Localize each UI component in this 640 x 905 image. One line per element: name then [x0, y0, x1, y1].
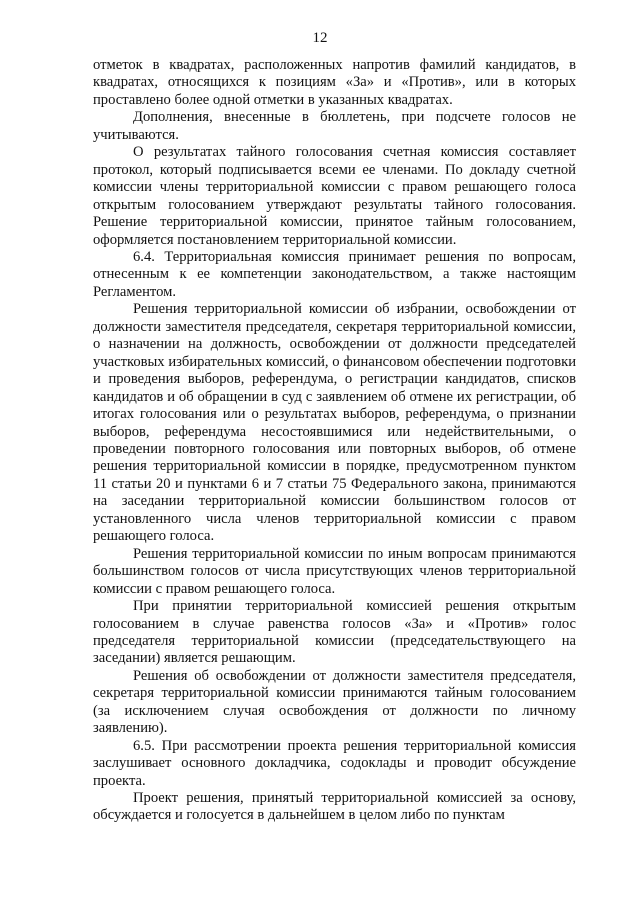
- paragraph: О результатах тайного голосования счетная комиссия составляет протокол, который подписывается всеми ее членами. По докладу счетной комиссии члены территориальной комиссии с правом решающего голоса открытым голосованием утверждают результаты тайного голосования. Решение территориальной комиссии, принятое тайным голосованием, оформляется постановлением территориальной комиссии.: [93, 144, 576, 248]
- paragraph: Решения территориальной комиссии по иным вопросам принимаются большинством голосов от числа присутствующих членов территориальной комиссии с правом решающего голоса.: [93, 545, 576, 597]
- paragraph: Дополнения, внесенные в бюллетень, при подсчете голосов не учитываются.: [93, 109, 576, 143]
- paragraph: Проект решения, принятый территориальной комиссией за основу, обсуждается и голосуется в дальнейшем в целом либо по пунктам: [93, 790, 576, 824]
- paragraph: 6.5. При рассмотрении проекта решения территориальной комиссия заслушивает основного докладчика, содоклады и проводит обсуждение проекта.: [93, 737, 576, 789]
- paragraph: отметок в квадратах, расположенных напротив фамилий кандидатов, в квадратах, относящихся к позициям «За» и «Против», или в которых проставлено более одной отметки в указанных квадратах.: [93, 57, 576, 108]
- body-text: [93, 57, 576, 825]
- paragraph: При принятии территориальной комиссией решения открытым голосованием в случае равенства голосов «За» и «Против» голос председателя территориальной комиссии (председательствующего на заседании) является решающим.: [93, 598, 576, 667]
- paragraph: Решения об освобождении от должности заместителя председателя, секретаря территориальной комиссии принимаются тайным голосованием (за исключением случая освобождения от должности по личному заявлению).: [93, 667, 576, 737]
- page-number: 12: [312, 30, 328, 46]
- paragraph: Решения территориальной комиссии об избрании, освобождении от должности заместителя председателя, секретаря территориальной комиссии, о назначении на должность, освобождении от должности председателей участковых избирательных комиссий, о финансовом обеспечении подготовки и проведения выборов, референдума, о регистрации кандидатов, списков кандидатов и об обращении в суд с заявлением об отмене их регистрации, об итогах голосования или о результатах выборов, референдума, о признании выборов, референдума несостоявшимися или недействительными, о проведении повторного голосования или повторных выборов, об отмене решения территориальной комиссии в порядке, предусмотренном пунктом 11 статьи 20 и пунктами 6 и 7 статьи 75 Федерального закона, принимаются на заседании территориальной комиссии большинством голосов от установленного числа членов территориальной комиссии с правом решающего голоса.: [93, 301, 576, 545]
- paragraph: 6.4. Территориальная комиссия принимает решения по вопросам, отнесенным к ее компетенции законодательством, а также настоящим Регламентом.: [93, 248, 576, 300]
